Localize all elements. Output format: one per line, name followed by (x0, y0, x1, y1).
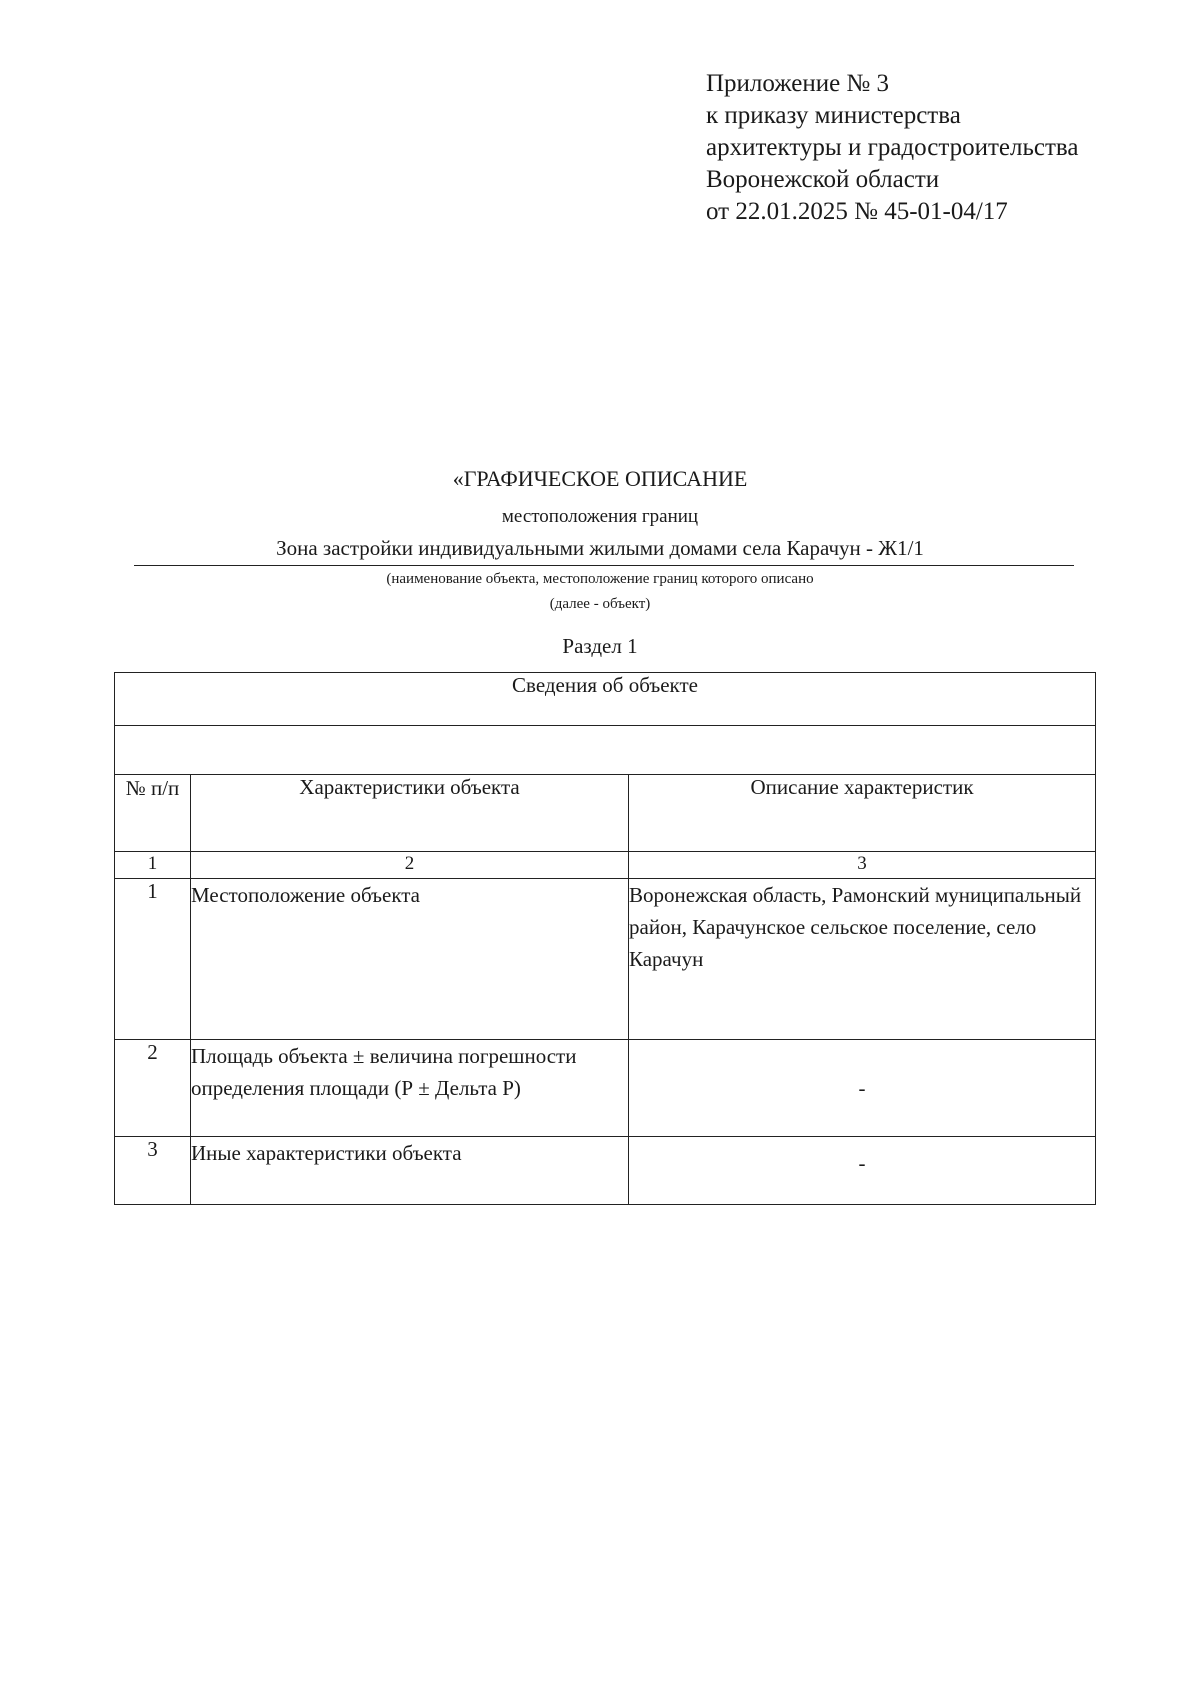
row-characteristic: Площадь объекта ± величина погрешности определения площади (Р ± Дельта Р) (191, 1040, 629, 1137)
table-row (115, 1137, 1096, 1205)
object-name: Зона застройки индивидуальными жилыми домами села Карачун - Ж1/1 (276, 536, 924, 560)
appendix-line: Воронежской области (706, 166, 940, 193)
row-number: 3 (115, 1137, 191, 1205)
column-index-row (115, 852, 1096, 879)
table-row (115, 1040, 1096, 1137)
header-number: № п/п (115, 775, 191, 852)
table-empty-row (115, 726, 1096, 775)
column-index: 2 (191, 852, 629, 879)
table-row (115, 879, 1096, 1040)
table-caption-row (115, 673, 1096, 726)
table-header-row (115, 775, 1096, 852)
column-index: 1 (115, 852, 191, 879)
row-characteristic: Иные характеристики объекта (191, 1137, 629, 1205)
appendix-line: от 22.01.2025 № 45-01-04/17 (706, 198, 1008, 225)
row-number: 2 (115, 1040, 191, 1137)
appendix-line: архитектуры и градостроительства (706, 134, 1079, 161)
row-description: - (629, 1040, 1096, 1137)
row-characteristic: Местоположение объекта (191, 879, 629, 1040)
header-characteristic: Характеристики объекта (191, 775, 629, 852)
object-info-table (114, 672, 1096, 1205)
object-name-caption: (наименование объекта, местоположение границ которого описано (386, 571, 814, 587)
header-description: Описание характеристик (629, 775, 1096, 852)
appendix-block (706, 68, 1078, 228)
object-name-caption-note: (далее - объект) (549, 596, 651, 612)
document-title: «ГРАФИЧЕСКОЕ ОПИСАНИЕ (452, 466, 748, 491)
row-number: 1 (115, 879, 191, 1040)
row-description: - (629, 1137, 1096, 1205)
table-empty-cell (115, 726, 1096, 775)
column-index: 3 (629, 852, 1096, 879)
table-caption: Сведения об объекте (115, 673, 1096, 726)
appendix-line: Приложение № 3 (706, 70, 890, 97)
document-subtitle: местоположения границ (501, 506, 699, 527)
appendix-line: к приказу министерства (706, 102, 961, 129)
row-description: Воронежская область, Рамонский муниципальный район, Карачунское сельское поселение, село Карачун (629, 879, 1096, 1040)
section-label: Раздел 1 (562, 634, 638, 658)
object-name-underline (134, 565, 1074, 566)
